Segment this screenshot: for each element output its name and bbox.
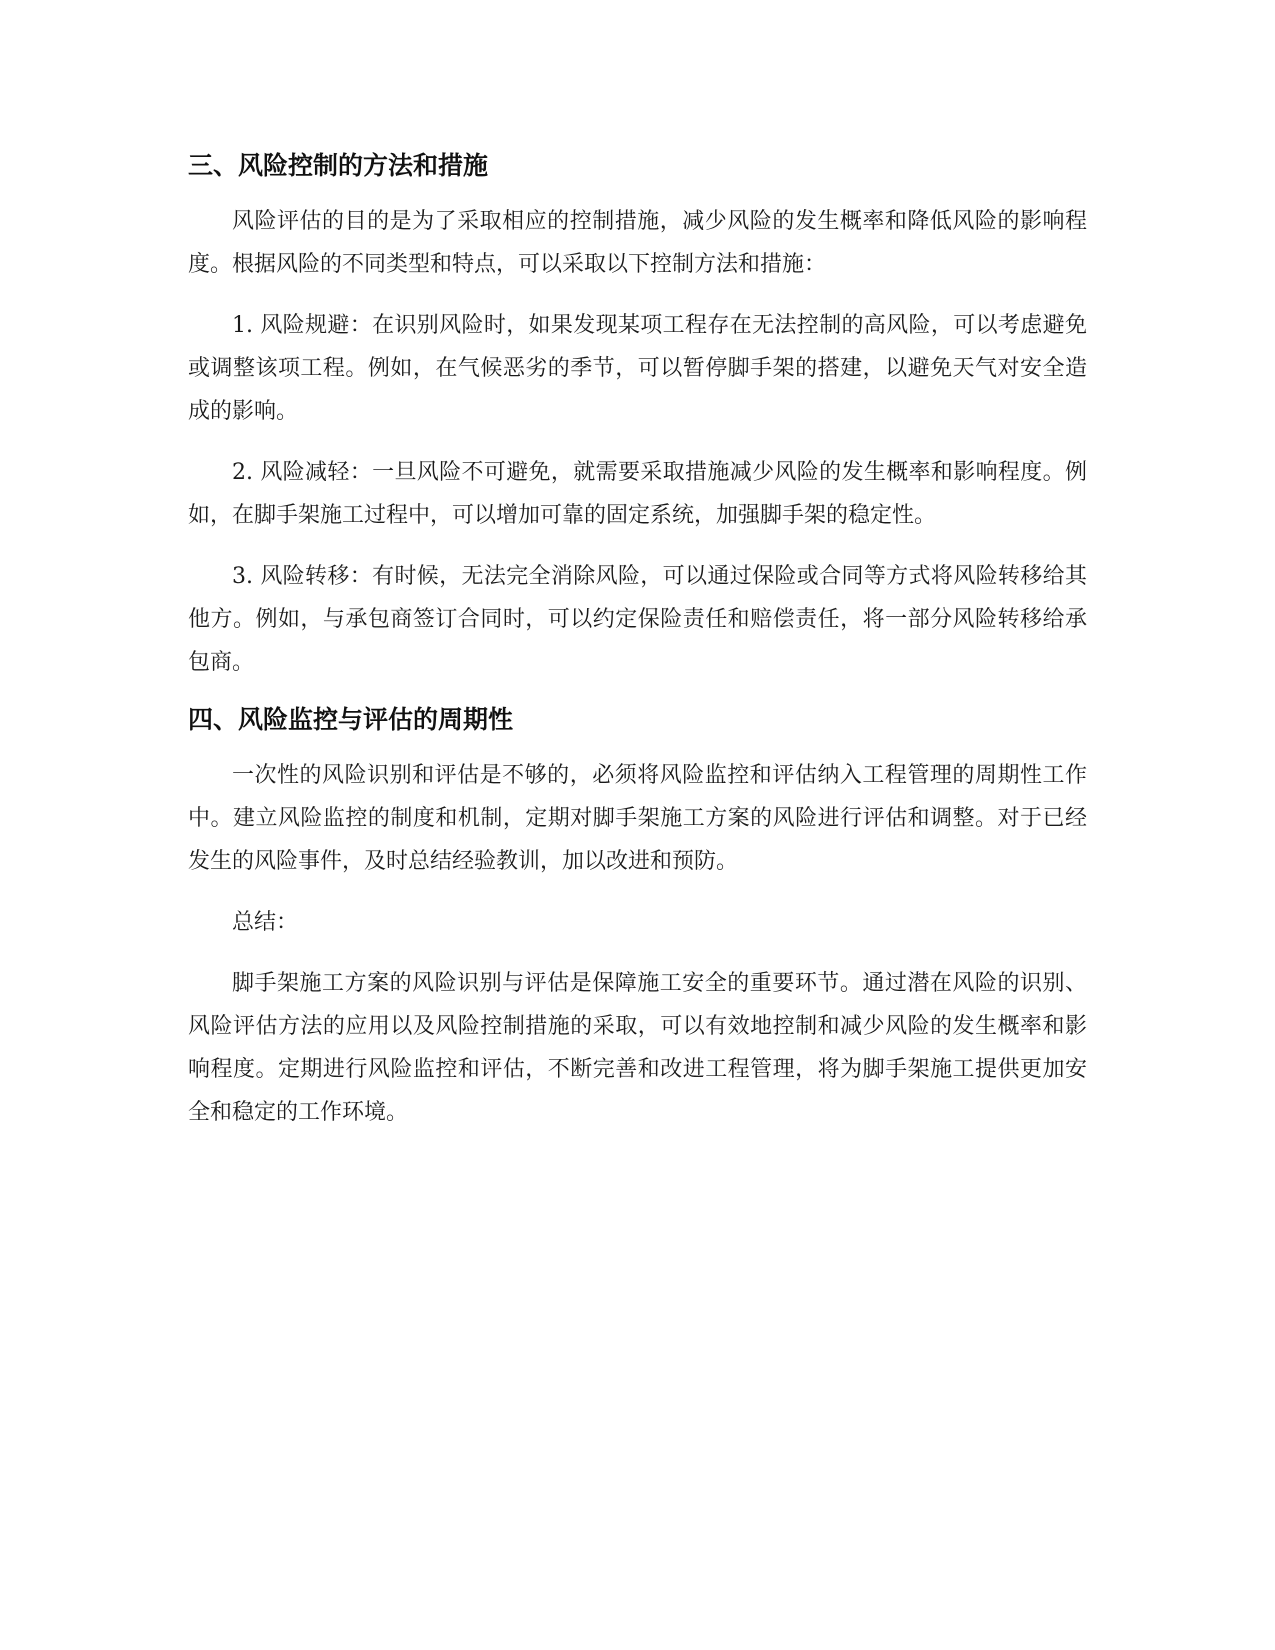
section-3-item-3-paragraph: 3. 风险转移：有时候，无法完全消除风险，可以通过保险或合同等方式将风险转移给其他方。例如，与承包商签订合同时，可以约定保险责任和赔偿责任，将一部分风险转移给承包商。	[188, 564, 1087, 675]
section-3-heading: 三、风险控制的方法和措施	[188, 151, 489, 180]
summary-label: 总结：	[232, 910, 299, 935]
section-4-heading: 四、风险监控与评估的周期性	[188, 705, 514, 734]
section-3-intro-paragraph: 风险评估的目的是为了采取相应的控制措施，减少风险的发生概率和降低风险的影响程度。根据风险的不同类型和特点，可以采取以下控制方法和措施：	[188, 209, 1087, 277]
section-3-item-1-paragraph: 1. 风险规避：在识别风险时，如果发现某项工程存在无法控制的高风险，可以考虑避免或调整该项工程。例如，在气候恶劣的季节，可以暂停脚手架的搭建，以避免天气对安全造成的影响。	[188, 313, 1087, 424]
summary-body-paragraph: 脚手架施工方案的风险识别与评估是保障施工安全的重要环节。通过潜在风险的识别、风险评估方法的应用以及风险控制措施的采取，可以有效地控制和减少风险的发生概率和影响程度。定期进行风险监控和评估，不断完善和改进工程管理，将为脚手架施工提供更加安全和稳定的工作环境。	[188, 971, 1087, 1125]
document-content	[188, 140, 1087, 1134]
section-4-body-paragraph: 一次性的风险识别和评估是不够的，必须将风险监控和评估纳入工程管理的周期性工作中。建立风险监控的制度和机制，定期对脚手架施工方案的风险进行评估和调整。对于已经发生的风险事件，及时总结经验教训，加以改进和预防。	[188, 763, 1087, 874]
section-3-item-2-paragraph: 2. 风险减轻：一旦风险不可避免，就需要采取措施减少风险的发生概率和影响程度。例如，在脚手架施工过程中，可以增加可靠的固定系统，加强脚手架的稳定性。	[188, 460, 1087, 528]
